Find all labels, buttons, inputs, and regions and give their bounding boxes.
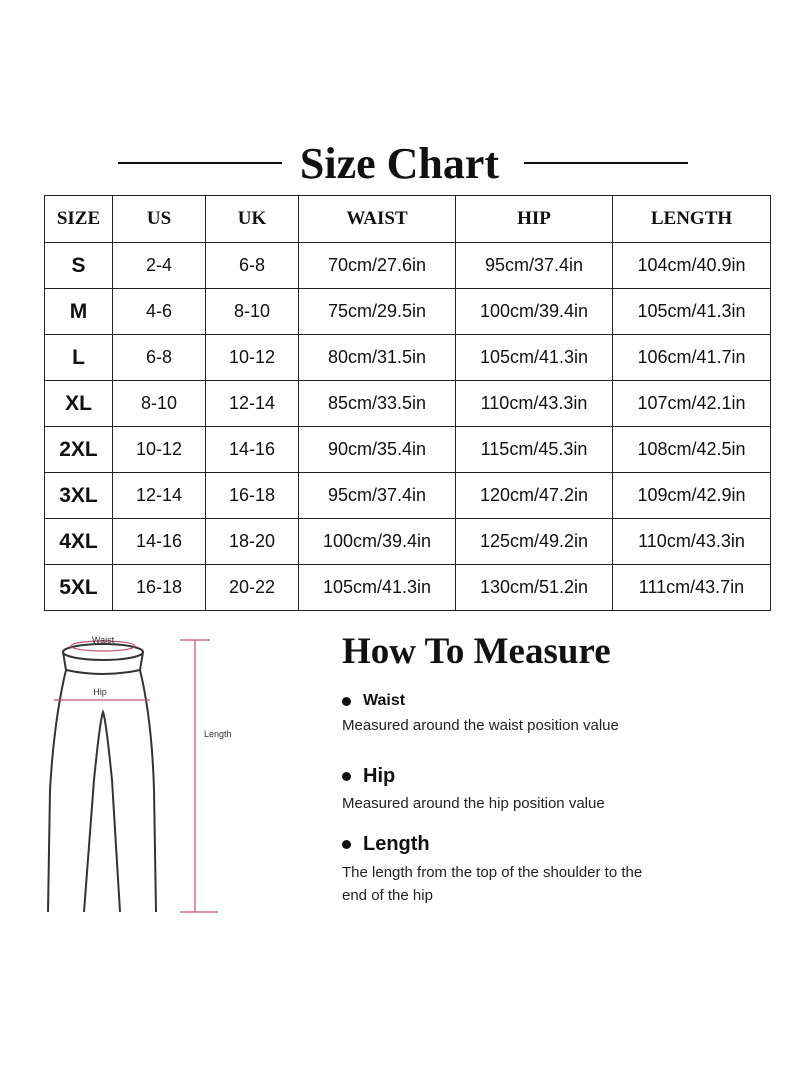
title-rule-right xyxy=(524,162,688,164)
cell-us: 16-18 xyxy=(113,565,206,611)
waistband-body xyxy=(63,652,143,674)
inner-legs xyxy=(84,712,120,912)
cell-size: 5XL xyxy=(45,565,113,611)
cell-waist: 100cm/39.4in xyxy=(299,519,456,565)
cell-hip: 110cm/43.3in xyxy=(456,381,613,427)
cell-hip: 120cm/47.2in xyxy=(456,473,613,519)
cell-size: M xyxy=(45,289,113,335)
measure-item-desc: Measured around the waist position value xyxy=(342,717,619,734)
cell-us: 2-4 xyxy=(113,243,206,289)
measure-item-name: Hip xyxy=(363,765,396,787)
waist-label: Waist xyxy=(91,635,115,645)
cell-size: 2XL xyxy=(45,427,113,473)
cell-uk: 12-14 xyxy=(206,381,299,427)
cell-uk: 18-20 xyxy=(206,519,299,565)
cell-hip: 115cm/45.3in xyxy=(456,427,613,473)
cell-waist: 70cm/27.6in xyxy=(299,243,456,289)
measure-item-desc: Measured around the hip position value xyxy=(342,795,605,812)
pants-illustration xyxy=(40,630,290,920)
cell-length: 106cm/41.7in xyxy=(613,335,771,381)
measure-item-length xyxy=(342,833,652,907)
cell-uk: 16-18 xyxy=(206,473,299,519)
cell-size: 4XL xyxy=(45,519,113,565)
size-table xyxy=(44,195,771,611)
cell-uk: 20-22 xyxy=(206,565,299,611)
length-label: Length xyxy=(204,729,232,739)
measure-item-name: Waist xyxy=(363,692,406,709)
cell-waist: 90cm/35.4in xyxy=(299,427,456,473)
cell-waist: 85cm/33.5in xyxy=(299,381,456,427)
table-row xyxy=(45,243,771,289)
cell-waist: 95cm/37.4in xyxy=(299,473,456,519)
cell-waist: 80cm/31.5in xyxy=(299,335,456,381)
cell-uk: 14-16 xyxy=(206,427,299,473)
cell-us: 8-10 xyxy=(113,381,206,427)
left-leg-outer xyxy=(48,670,66,912)
cell-hip: 95cm/37.4in xyxy=(456,243,613,289)
measure-item-waist xyxy=(342,692,652,737)
cell-hip: 125cm/49.2in xyxy=(456,519,613,565)
table-row xyxy=(45,289,771,335)
cell-length: 111cm/43.7in xyxy=(613,565,771,611)
header-size: SIZE xyxy=(45,196,113,243)
table-row xyxy=(45,335,771,381)
cell-length: 105cm/41.3in xyxy=(613,289,771,335)
cell-hip: 100cm/39.4in xyxy=(456,289,613,335)
cell-us: 10-12 xyxy=(113,427,206,473)
size-chart-header xyxy=(0,138,799,190)
cell-us: 4-6 xyxy=(113,289,206,335)
header-waist: WAIST xyxy=(299,196,456,243)
header-uk: UK xyxy=(206,196,299,243)
bullet-icon xyxy=(342,772,351,781)
cell-size: S xyxy=(45,243,113,289)
cell-uk: 8-10 xyxy=(206,289,299,335)
cell-length: 109cm/42.9in xyxy=(613,473,771,519)
bullet-icon xyxy=(342,697,351,706)
pants-diagram xyxy=(40,630,290,920)
cell-hip: 130cm/51.2in xyxy=(456,565,613,611)
cell-size: XL xyxy=(45,381,113,427)
cell-length: 107cm/42.1in xyxy=(613,381,771,427)
cell-uk: 6-8 xyxy=(206,243,299,289)
cell-length: 108cm/42.5in xyxy=(613,427,771,473)
cell-us: 12-14 xyxy=(113,473,206,519)
page-title: Size Chart xyxy=(299,139,500,188)
waistband-top xyxy=(63,644,143,660)
measure-item-desc: The length from the top of the shoulder to the end of the hip xyxy=(342,864,643,904)
hip-label: Hip xyxy=(93,687,107,697)
cell-size: 3XL xyxy=(45,473,113,519)
cell-length: 110cm/43.3in xyxy=(613,519,771,565)
measure-item-hip xyxy=(342,765,652,815)
header-hip: HIP xyxy=(456,196,613,243)
table-header-row xyxy=(45,196,771,243)
cell-uk: 10-12 xyxy=(206,335,299,381)
table-row xyxy=(45,381,771,427)
right-leg-outer xyxy=(140,670,156,912)
cell-size: L xyxy=(45,335,113,381)
cell-us: 14-16 xyxy=(113,519,206,565)
table-row xyxy=(45,473,771,519)
bullet-icon xyxy=(342,840,351,849)
cell-us: 6-8 xyxy=(113,335,206,381)
header-us: US xyxy=(113,196,206,243)
cell-length: 104cm/40.9in xyxy=(613,243,771,289)
cell-hip: 105cm/41.3in xyxy=(456,335,613,381)
header-length: LENGTH xyxy=(613,196,771,243)
how-to-measure-title: How To Measure xyxy=(342,631,611,672)
cell-waist: 105cm/41.3in xyxy=(299,565,456,611)
cell-waist: 75cm/29.5in xyxy=(299,289,456,335)
table-row xyxy=(45,565,771,611)
table-row xyxy=(45,519,771,565)
table-row xyxy=(45,427,771,473)
measure-item-name: Length xyxy=(363,833,430,855)
